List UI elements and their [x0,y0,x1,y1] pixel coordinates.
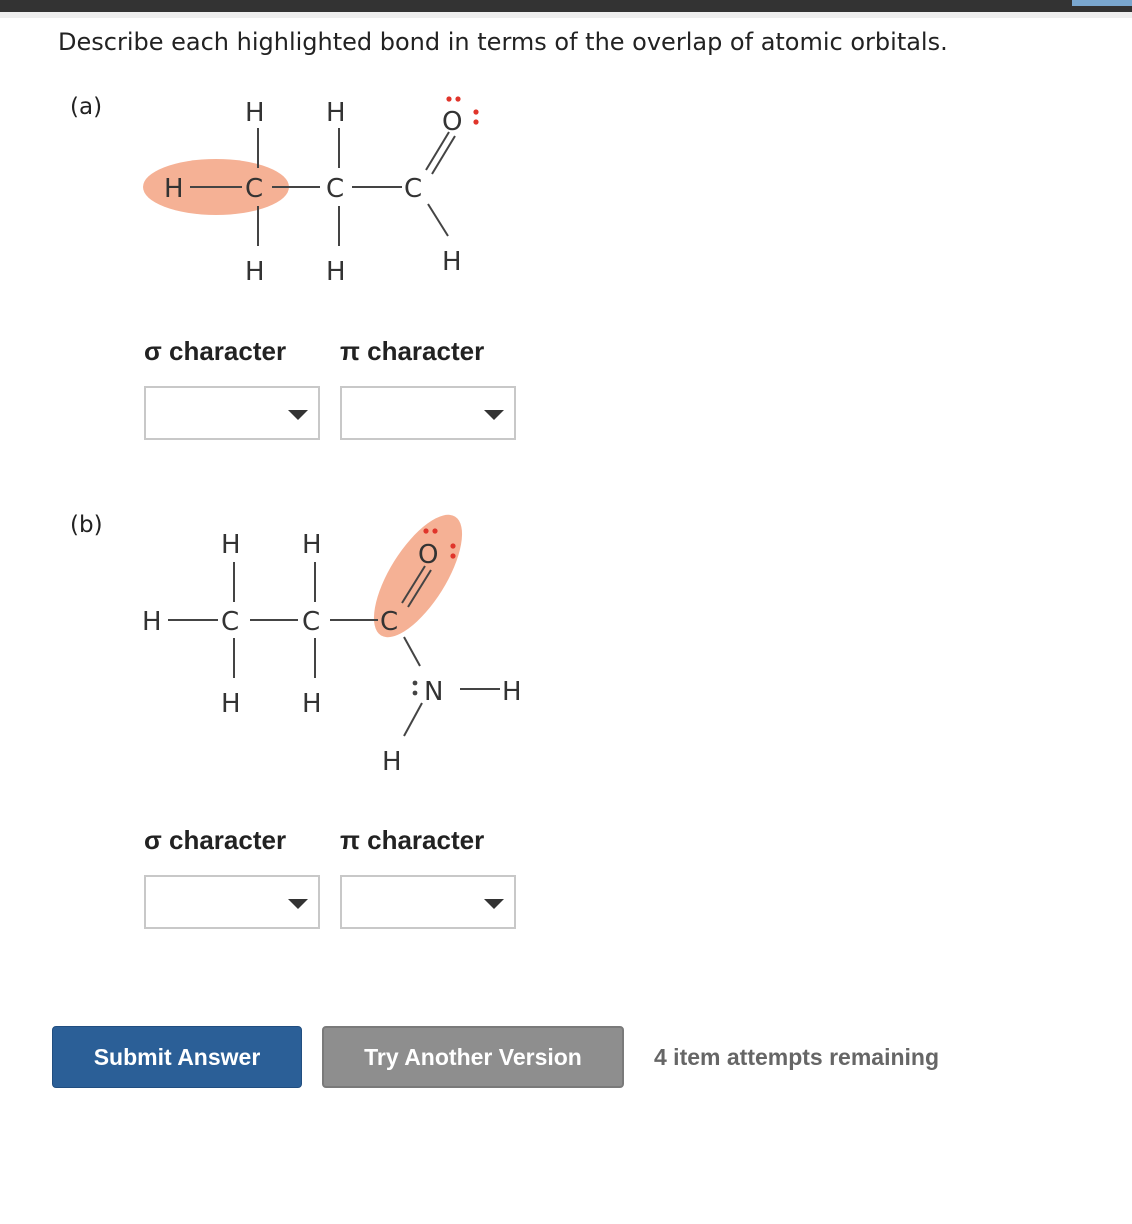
atom-h: H [245,98,265,128]
pi-character-label-b: π character [340,825,485,855]
lone-pair-dot [413,681,418,686]
molecule-b [168,562,500,736]
submit-answer-button[interactable]: Submit Answer [52,1026,302,1088]
part-b-label: (b) [70,512,103,538]
atom-h: H [245,257,265,287]
atom-c: C [404,174,423,204]
sigma-character-label-b: σ character [144,825,287,855]
pi-character-label-a: π character [340,336,485,366]
lone-pair-dot [446,96,451,101]
lone-pair-dot [450,543,455,548]
atom-h: H [302,530,322,560]
atom-n: N [424,677,444,707]
sigma-character-label-a: σ character [144,336,287,366]
part-a-label: (a) [70,94,103,120]
attempts-remaining-text: 4 item attempts remaining [654,1044,940,1070]
atom-h: H [221,689,241,719]
lone-pair-dot [455,96,460,101]
molecule-b-atoms [142,528,522,777]
atom-c: C [221,607,240,637]
dropdown-arrow-icon [288,410,308,420]
lone-pair-dot [473,119,478,124]
atom-h: H [502,677,522,707]
lone-pair-dot [432,528,437,533]
atom-c: C [326,174,345,204]
atom-h: H [326,257,346,287]
dropdown-arrow-icon [484,410,504,420]
dropdown-arrow-icon [288,899,308,909]
try-another-version-button[interactable]: Try Another Version [322,1026,624,1088]
atom-h: H [326,98,346,128]
sigma-character-select-b[interactable] [144,875,320,929]
question-text: Describe each highlighted bond in terms of the overlap of atomic orbitals. [58,28,948,56]
atom-h: H [302,689,322,719]
dropdown-arrow-icon [484,899,504,909]
atom-h: H [164,174,184,204]
atom-h: H [221,530,241,560]
atom-h: H [142,607,162,637]
atom-c: C [245,174,264,204]
lone-pair-dot [423,528,428,533]
atom-c: C [380,607,399,637]
pi-character-select-b[interactable] [340,875,516,929]
lone-pair-dot [450,553,455,558]
atom-h: H [382,747,402,777]
pi-character-select-a[interactable] [340,386,516,440]
atom-o: O [442,107,463,137]
lone-pair-dot [413,691,418,696]
atom-o: O [418,540,439,570]
atom-c: C [302,607,321,637]
lone-pair-dot [473,109,478,114]
sigma-character-select-a[interactable] [144,386,320,440]
atom-h: H [442,247,462,277]
